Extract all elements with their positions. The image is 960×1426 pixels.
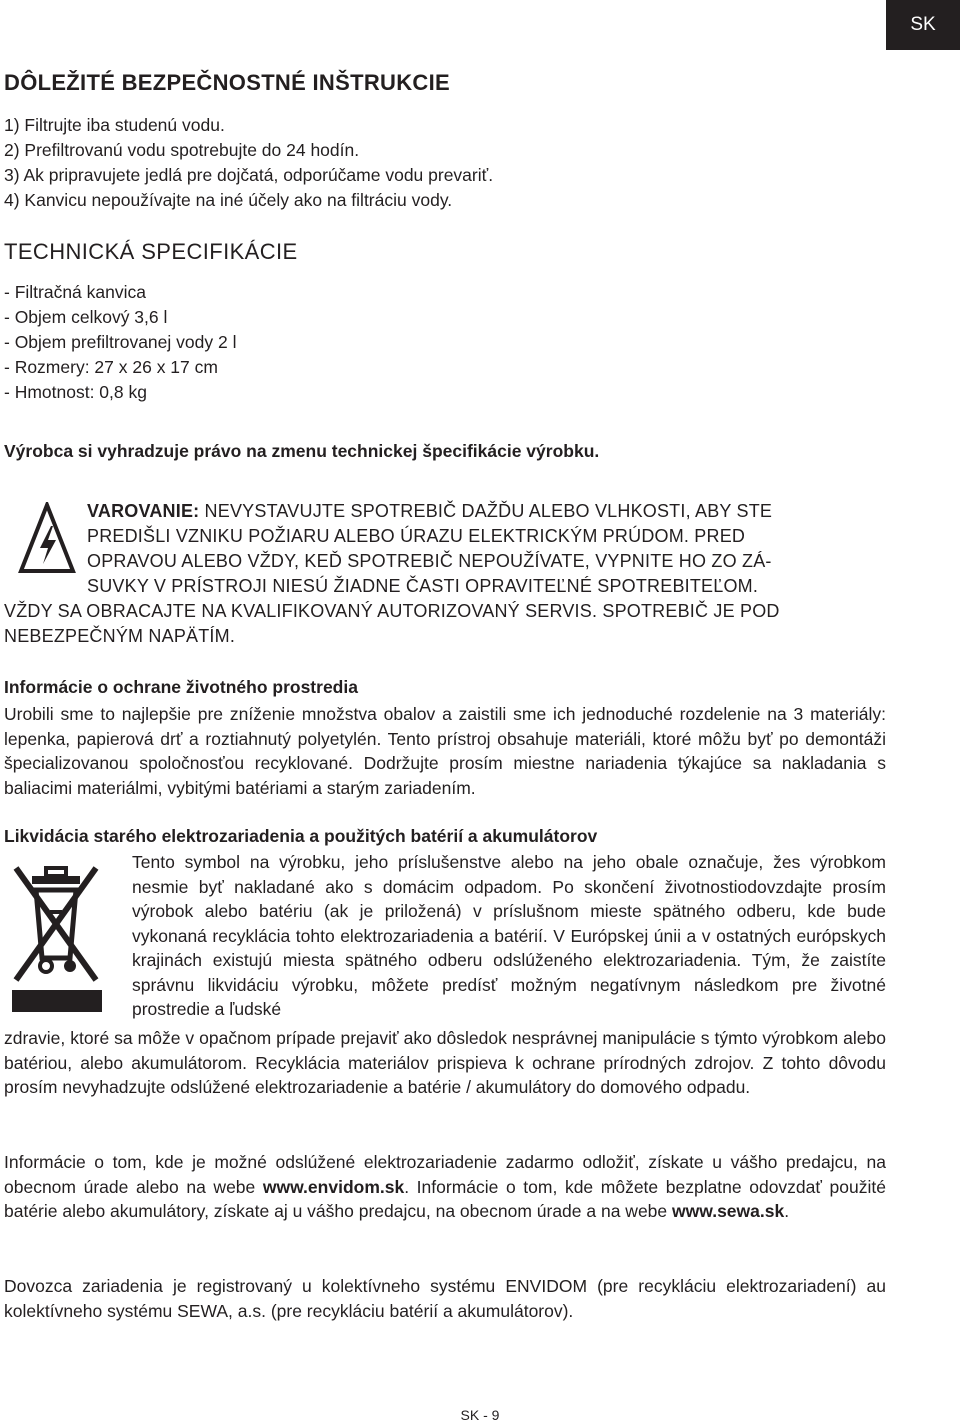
safety-item: 2) Prefiltrovanú vodu spotrebujte do 24 hodín. [4, 140, 360, 160]
safety-title: DÔLEŽITÉ BEZPEČNOSTNÉ INŠTRUKCIE [4, 70, 450, 95]
warning-block-indented [87, 499, 887, 599]
disposal-title: Likvidácia starého elektrozariadenia a použitých batérií a akumulátorov [4, 826, 598, 846]
specs-item: - Filtračná kanvica [4, 282, 146, 302]
warning-text: NEVYSTAVUJTE SPOTREBIČ DAŽĎU ALEBO VLHKOSTI, ABY STE [199, 501, 773, 521]
page-number: SK - 9 [460, 1407, 500, 1423]
electric-hazard-icon [18, 502, 76, 574]
environment-title: Informácie o ochrane životného prostredia [4, 677, 358, 697]
specs-list [4, 280, 236, 405]
crossed-bin-icon [6, 858, 106, 1014]
disposal-text-side: Tento symbol na výrobku, jeho príslušenstve alebo na jeho obale označuje, žes výrobkom nesmie byť nakladané ako s domácim odpadom. Po skončení životnostiodovzdajte prosím výrobok alebo batériu (ak je priložená) v príslušnom mieste spätného odberu, kde bude vykonaná recyklácia tohto elektrozariadenia a batérií. V Európskej únii a v ostatných európskych krajinách existujú miesta spätného odberu odslúženého elektrozariadenia. Tým, že zaistíte správnu likvidáciu výrobku, môžete predísť možným negatívnym následkom pre životné prostredie a ľudské [132, 852, 886, 1019]
warning-line-5: VŽDY SA OBRACAJTE NA KVALIFIKOVANÝ AUTORIZOVANÝ SERVIS. SPOTREBIČ JE POD [4, 601, 780, 621]
warning-line-1 [87, 499, 887, 524]
specs-item: - Objem prefiltrovanej vody 2 l [4, 332, 237, 352]
sewa-link[interactable]: www.sewa.sk [672, 1201, 785, 1221]
warning-label: VAROVANIE: [87, 501, 200, 521]
disposal-text-full: zdravie, ktoré sa môže v opačnom prípade prejaviť ako dôsledok nesprávnej manipulácie s týmto výrobkom alebo batériou, alebo akumulátorom. Recyklácia materiálov prispieva k ochrane prírodných zdrojov. Z tohto dôvodu prosím nevyhadzujte odslúžené elektrozariadenie a batérie / akumulátory do domového odpadu. [4, 1028, 886, 1097]
info-text-c: . [784, 1201, 790, 1221]
safety-item: 1) Filtrujte iba studenú vodu. [4, 115, 225, 135]
disposal-info [4, 1150, 886, 1224]
specs-title: TECHNICKÁ SPECIFIKÁCIE [4, 239, 298, 264]
specs-item: - Rozmery: 27 x 26 x 17 cm [4, 357, 218, 377]
warning-line-2: PREDIŠLI VZNIKU POŽIARU ALEBO ÚRAZU ELEKTRICKÝM PRÚDOM. PRED [87, 526, 746, 546]
warning-line-4: SUVKY V PRÍSTROJI NIESÚ ŽIADNE ČASTI OPRAVITEĽNÉ SPOTREBITEĽOM. [87, 576, 759, 596]
warning-line-6: NEBEZPEČNÝM NAPÄTÍM. [4, 626, 236, 646]
specs-item: - Objem celkový 3,6 l [4, 307, 168, 327]
info-text-a: Informácie o tom, kde je možné odslúžené elektrozariadenie zadarmo odložiť, získate u vášho predajcu, na obecnom úrade alebo na webe [4, 1152, 886, 1197]
safety-item: 3) Ak pripravujete jedlá pre dojčatá, odporúčame vodu prevariť. [4, 165, 494, 185]
safety-item: 4) Kanvicu nepoužívajte na iné účely ako na filtráciu vody. [4, 190, 453, 210]
specs-note: Výrobca si vyhradzuje právo na zmenu technickej špecifikácie výrobku. [4, 441, 600, 461]
environment-text: Urobili sme to najlepšie pre zníženie množstva obalov a zaistili sme ich jednoduché rozdelenie na 3 materiály: lepenka, papierová drť a roztiahnutý polyetylén. Tento prístroj obsahuje materiáli, ktoré môžu byť po demontáži špecializovanou spoločnosťou recyklované. Dodržujte prosím miestne nariadenia týkajúce sa nakladania s baliacimi materiálmi, vybitými batériami a starým zariadením. [4, 704, 886, 798]
warning-line-3: OPRAVOU ALEBO VŽDY, KEĎ SPOTREBIČ NEPOUŽÍVATE, VYPNITE HO ZO ZÁ- [87, 551, 772, 571]
language-tab: SK [886, 0, 960, 50]
safety-list [4, 113, 493, 213]
importer-text: Dovozca zariadenia je registrovaný u kolektívneho systému ENVIDOM (pre recykláciu elektrozariadení) au kolektívneho systému SEWA, a.s. (pre recykláciu batérií a akumulátorov). [4, 1276, 886, 1321]
info-text-b: . Informácie o tom, kde môžete bezplatne odovzdať použité batérie alebo akumulátory, získate aj u vášho predajcu, na obecnom úrade a na webe [4, 1176, 886, 1221]
warning-block-full [4, 599, 886, 649]
specs-item: - Hmotnost: 0,8 kg [4, 382, 147, 402]
envidom-link[interactable]: www.envidom.sk [262, 1176, 405, 1197]
